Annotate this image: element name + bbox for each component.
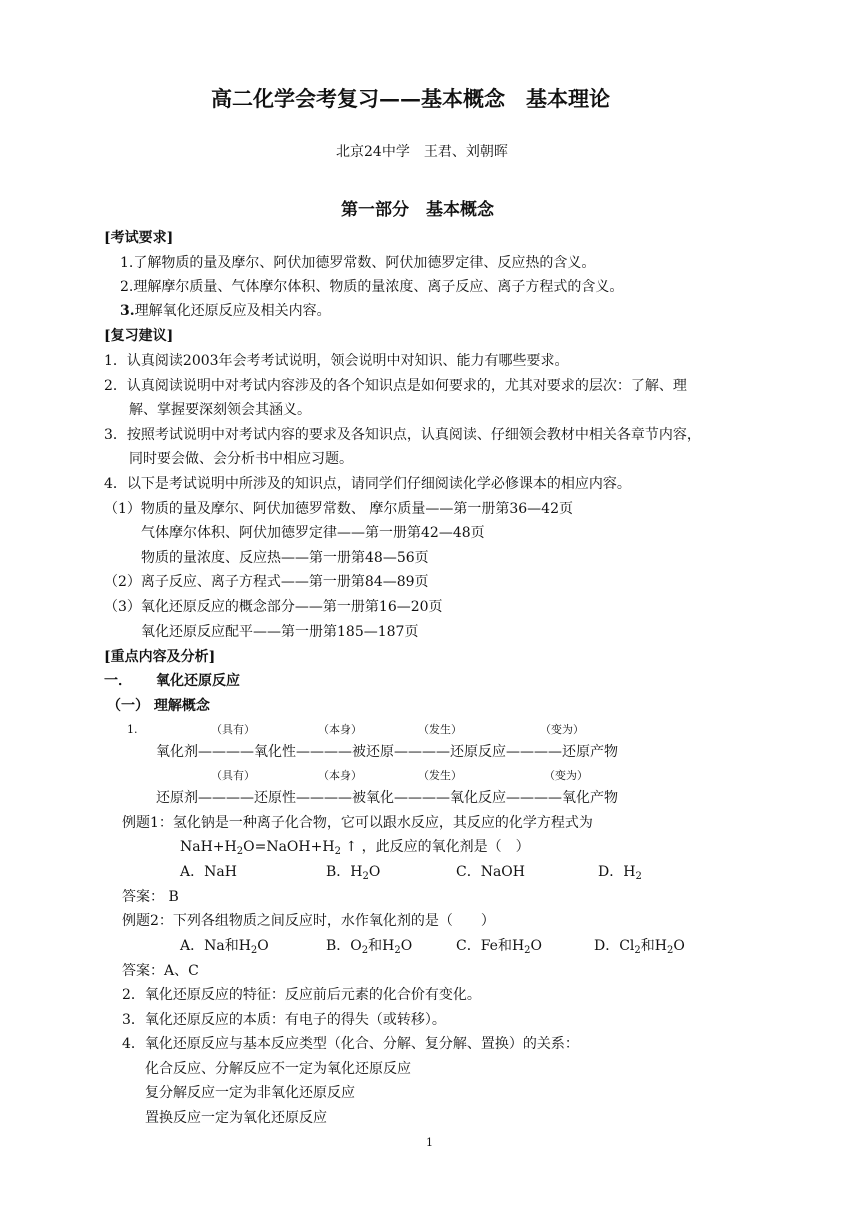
review-line: 氧化还原反应配平——第一册第185—187页	[141, 624, 419, 640]
item-1-number: 1.	[127, 723, 138, 736]
example-1-question: 例题1：氢化钠是一种离子化合物，它可以跟水反应，其反应的化学方程式为	[122, 815, 593, 831]
option-text: O	[673, 938, 685, 954]
subscript: 2	[524, 945, 531, 956]
example-1-option-a: A．NaH	[180, 864, 237, 880]
example-2-answer: 答案：A、C	[122, 963, 199, 979]
subscript: 2	[362, 871, 369, 882]
option-text: C．Fe和H	[456, 938, 525, 954]
subscript: 2	[236, 846, 244, 857]
equation-text: O=NaOH+H	[243, 839, 335, 855]
point-line: 3．氧化还原反应的本质：有电子的得失（或转移）。	[122, 1012, 446, 1028]
relation-line: 置换反应一定为氧化还原反应	[145, 1110, 327, 1126]
review-line: （3）氧化还原反应的概念部分——第一册第16—20页	[104, 599, 443, 615]
relation-line: 复分解反应一定为非氧化还原反应	[145, 1085, 355, 1101]
subscript: 2	[394, 945, 401, 956]
example-2-option-b	[326, 937, 412, 955]
option-text: 和H	[640, 938, 668, 954]
subscript: 2	[634, 945, 641, 956]
page-number: 1	[426, 1136, 433, 1149]
subscript: 2	[361, 945, 369, 956]
example-2-question: 例题2：下列各组物质之间反应时，水作氧化剂的是（ ）	[122, 913, 495, 929]
option-text: O	[368, 864, 381, 880]
example-2-option-a	[180, 937, 269, 955]
point-line: 4．氧化还原反应与基本反应类型（化合、分解、复分解、置换）的关系：	[122, 1036, 579, 1052]
review-line: 2．认真阅读说明中对考试内容涉及的各个知识点是如何要求的，尤其对要求的层次：了解、理	[104, 378, 687, 394]
example-1-answer: 答案： B	[122, 889, 179, 905]
exam-req-item-3	[120, 302, 331, 320]
relation-line: 化合反应、分解反应不一定为氧化还原反应	[145, 1061, 411, 1077]
option-text: D．H	[598, 864, 636, 880]
review-line: 物质的量浓度、反应热——第一册第48—56页	[141, 550, 429, 566]
review-line: 同时要会做、会分析书中相应习题。	[129, 451, 353, 467]
option-text: O	[257, 938, 269, 954]
equation-text: NaH+H	[180, 839, 237, 855]
subscript: 2	[635, 871, 642, 882]
review-line: 4．以下是考试说明中所涉及的知识点，请同学们仔细阅读化学必修课本的相应内容。	[104, 476, 631, 492]
chain-2-label: （本身）	[318, 769, 362, 782]
subscript: 2	[667, 945, 674, 956]
chain-1-label: （本身）	[318, 723, 362, 736]
section-1-number: 一．	[104, 673, 132, 689]
example-1-option-b	[326, 863, 380, 881]
oxidant-chain: 氧化剂————氧化性————被还原————还原反应————还原产物	[156, 744, 618, 760]
exam-req-item-3-text: 理解氧化还原反应及相关内容。	[134, 303, 331, 319]
section-1-title: 氧化还原反应	[156, 673, 240, 689]
chain-2-label: （具有）	[211, 769, 255, 782]
reductant-chain: 还原剂————还原性————被氧化————氧化反应————氧化产物	[156, 790, 618, 806]
chain-1-label: （具有）	[211, 723, 255, 736]
author-line: 北京24中学 王君、刘朝晖	[336, 144, 508, 160]
exam-req-item-2: 2.理解摩尔质量、气体摩尔体积、物质的量浓度、离子反应、离子方程式的含义。	[120, 279, 624, 295]
subsection-1-title: （一） 理解概念	[107, 698, 210, 714]
review-line: 1．认真阅读2003年会考考试说明，领会说明中对知识、能力有哪些要求。	[104, 353, 569, 369]
chain-2-label: （变为）	[544, 769, 588, 782]
review-line: （2）离子反应、离子方程式——第一册第84—89页	[104, 574, 429, 590]
equation-text: ↑ ，此反应的氧化剂是（ ）	[340, 839, 530, 855]
review-line: 气体摩尔体积、阿伏加德罗定律——第一册第42—48页	[141, 525, 485, 541]
exam-req-item-3-number: 3.	[120, 303, 135, 319]
part-title: 第一部分 基本概念	[341, 200, 494, 220]
example-1-option-d	[598, 863, 642, 881]
option-text: A．Na和H	[180, 938, 251, 954]
chain-1-label: （发生）	[418, 723, 462, 736]
option-text: D．Cl	[594, 938, 635, 954]
review-line: 解、掌握要深刻领会其涵义。	[129, 402, 311, 418]
option-text: B．O	[326, 938, 362, 954]
review-heading: [复习建议]	[104, 328, 174, 344]
example-2-option-c	[456, 937, 542, 955]
review-line: 3．按照考试说明中对考试内容的要求及各知识点，认真阅读、仔细领会教材中相关各章节内容，	[104, 427, 701, 443]
review-line: （1）物质的量及摩尔、阿伏加德罗常数、 摩尔质量——第一册第36—42页	[104, 501, 573, 517]
key-heading: [重点内容及分析]	[104, 649, 216, 665]
point-line: 2．氧化还原反应的特征：反应前后元素的化合价有变化。	[122, 987, 481, 1003]
option-text: B．H	[326, 864, 363, 880]
exam-req-heading: [考试要求]	[104, 230, 174, 246]
page-title: 高二化学会考复习——基本概念 基本理论	[211, 86, 610, 111]
subscript: 2	[250, 945, 258, 956]
exam-req-item-1: 1.了解物质的量及摩尔、阿伏加德罗常数、阿伏加德罗定律、反应热的含义。	[120, 255, 596, 271]
option-text: 和H	[368, 938, 395, 954]
chain-1-label: （变为）	[540, 723, 584, 736]
chain-2-label: （发生）	[418, 769, 462, 782]
option-text: O	[400, 938, 413, 954]
example-1-equation	[180, 838, 530, 856]
subscript: 2	[334, 846, 341, 857]
example-1-option-c: C．NaOH	[456, 864, 525, 880]
option-text: O	[530, 938, 543, 954]
example-2-option-d	[594, 937, 685, 955]
